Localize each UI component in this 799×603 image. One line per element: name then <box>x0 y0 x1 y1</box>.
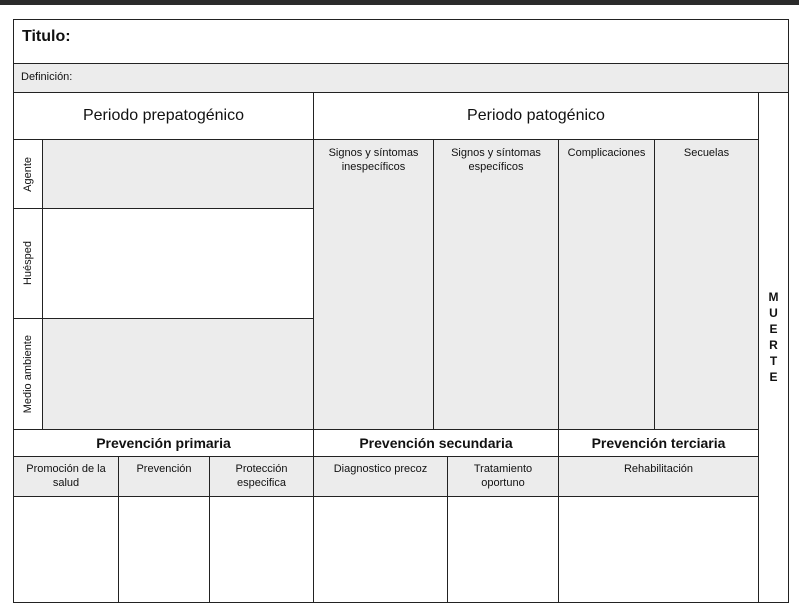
specific-protection-header <box>209 456 314 497</box>
prevention-label: Prevención <box>136 463 192 475</box>
prepatogenic-header <box>13 92 314 140</box>
agent-label: Agente <box>22 156 34 192</box>
host-field[interactable] <box>42 208 314 319</box>
secondary-prevention-header <box>313 429 559 457</box>
death-letter: U <box>769 306 778 320</box>
specific-protection-label: Protección especifica <box>235 463 288 489</box>
agent-field[interactable] <box>42 139 314 209</box>
patogenic-header-text: Periodo patogénico <box>467 107 605 124</box>
prevention-header <box>118 456 210 497</box>
agent-label-cell <box>13 139 43 209</box>
specific-signs-column[interactable] <box>433 139 559 430</box>
timely-treatment-label: Tratamiento oportuno <box>473 463 533 489</box>
timely-treatment-header <box>447 456 559 497</box>
death-column <box>758 92 789 603</box>
host-label-cell <box>13 208 43 319</box>
primary-prevention-text: Prevención primaria <box>96 435 231 451</box>
prepatogenic-header-text: Periodo prepatogénico <box>82 107 244 124</box>
sequelae-label: Secuelas <box>683 147 730 159</box>
rehabilitation-header <box>558 456 759 497</box>
patogenic-header <box>313 92 759 140</box>
tertiary-prevention-text: Prevención terciaria <box>591 435 726 451</box>
nonspecific-signs-label: Signos y síntomas inespecíficos <box>328 147 419 173</box>
specific-protection-field[interactable] <box>209 496 314 603</box>
nonspecific-signs-column[interactable] <box>313 139 434 430</box>
early-diagnosis-label: Diagnostico precoz <box>333 463 428 475</box>
death-word <box>759 289 788 385</box>
sequelae-column[interactable] <box>654 139 759 430</box>
primary-prevention-header <box>13 429 314 457</box>
health-promotion-header <box>13 456 119 497</box>
rehabilitation-label: Rehabilitación <box>623 463 694 475</box>
early-diagnosis-header <box>313 456 448 497</box>
death-letter: M <box>768 290 779 304</box>
death-letter: R <box>769 338 778 352</box>
prevention-field[interactable] <box>118 496 210 603</box>
definition-label: Definición: <box>21 71 73 83</box>
form-sheet <box>0 5 799 603</box>
title-label: Titulo: <box>22 28 71 45</box>
rehabilitation-field[interactable] <box>558 496 759 603</box>
secondary-prevention-text: Prevención secundaria <box>359 435 513 451</box>
health-promotion-label: Promoción de la salud <box>26 463 106 489</box>
environment-label: Medio ambiente <box>22 334 34 414</box>
death-letter: E <box>769 370 778 384</box>
health-promotion-field[interactable] <box>13 496 119 603</box>
host-label: Huésped <box>22 241 34 286</box>
tertiary-prevention-header <box>558 429 759 457</box>
death-letter: T <box>769 354 778 368</box>
definition-cell[interactable] <box>13 63 789 93</box>
complications-column[interactable] <box>558 139 655 430</box>
death-letter: E <box>769 322 778 336</box>
timely-treatment-field[interactable] <box>447 496 559 603</box>
complications-label: Complicaciones <box>567 147 646 159</box>
environment-field[interactable] <box>42 318 314 430</box>
environment-label-cell <box>13 318 43 430</box>
specific-signs-label: Signos y síntomas específicos <box>451 147 541 173</box>
title-cell[interactable] <box>13 19 789 64</box>
early-diagnosis-field[interactable] <box>313 496 448 603</box>
